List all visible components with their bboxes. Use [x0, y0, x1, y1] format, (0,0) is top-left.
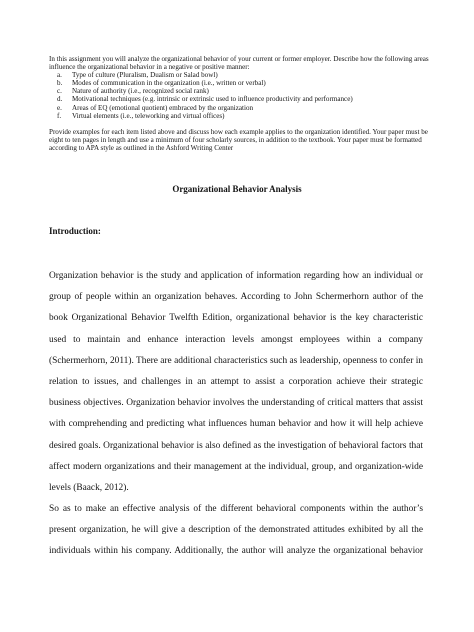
text-line: individuals within his company. Additionally, the author will analyze the organizational behavior — [49, 546, 423, 557]
text-line: with comprehending and predicting what influences human behavior and how it will help achieve — [49, 419, 423, 430]
instructions-closing: Provide examples for each item listed above and discuss how each example applies to the organization identified. Your paper must be eight to ten pages in length and use a minimum of four scholarly sources, in addition to the textbook. Your paper must be formatted according to APA style as outlined in the Ashford Writing Center — [49, 127, 428, 152]
item-text: Areas of EQ (emotional quotient) embraced by the organization — [72, 103, 254, 112]
instruction-list — [57, 71, 441, 120]
assignment-instructions — [49, 55, 441, 152]
text-line: So as to make an effective analysis of the different behavioral components within the author’s — [49, 504, 423, 515]
item-text: Motivational techniques (e.g. intrinsic or extrinsic used to influence productivity and performance) — [72, 95, 353, 104]
item-text: Nature of authority (i.e., recognized social rank) — [72, 87, 209, 96]
text-line: (Schermerhorn, 2011). There are additional characteristics such as leadership, openness to confer in — [49, 355, 423, 366]
item-marker: a. — [57, 71, 62, 80]
section-heading: Introduction: — [49, 226, 101, 236]
text-line: levels (Baack, 2012). — [49, 482, 129, 493]
instructions-intro: In this assignment you will analyze the organizational behavior of your current or former employer. Describe how the following areas influence the organizational behavior in a negative or positive manner: — [49, 55, 429, 72]
text-line: book Organizational Behavior Twelfth Edition, organizational behavior is the key characteristic — [49, 313, 423, 324]
text-line: business objectives. Organization behavior involves the understanding of critical matters that assist — [49, 398, 423, 409]
text-line: affect modern organizations and their management at the individual, group, and organization-wide — [49, 461, 423, 472]
item-marker: d. — [57, 95, 63, 104]
body-text — [49, 266, 423, 563]
text-line: desired goals. Organizational behavior is also defined as the investigation of behavioral factors that — [49, 440, 423, 451]
instruction-item — [57, 71, 441, 79]
instruction-item — [57, 104, 441, 112]
text-line: used to maintain and enhance interaction levels amongst employees within a company — [49, 334, 423, 345]
item-marker: e. — [57, 103, 62, 112]
paragraph-analysis — [49, 499, 423, 563]
text-line: group of people within an organization behaves. According to John Schermerhorn author of the — [49, 292, 423, 303]
instruction-item — [57, 79, 441, 87]
instruction-item — [57, 112, 441, 120]
text-line: relation to issues, and challenges in an attempt to assist a corporation achieve their strategic — [49, 376, 423, 387]
paragraph-introduction — [49, 266, 423, 499]
item-text: Virtual elements (i.e., teleworking and virtual offices) — [72, 111, 225, 120]
item-marker: f. — [57, 111, 62, 120]
text-line: Organization behavior is the study and application of information regarding how an individual or — [49, 271, 423, 281]
item-marker: b. — [57, 79, 63, 88]
item-text: Type of culture (Pluralism, Dualism or Salad bowl) — [72, 71, 218, 80]
item-marker: c. — [57, 87, 62, 96]
instruction-item — [57, 95, 441, 103]
instruction-item — [57, 87, 441, 95]
text-line: present organization, he will give a description of the demonstrated attitudes exhibited by all the — [49, 525, 423, 536]
item-text: Modes of communication in the organization (i.e., written or verbal) — [72, 79, 266, 88]
document-title: Organizational Behavior Analysis — [172, 184, 302, 194]
